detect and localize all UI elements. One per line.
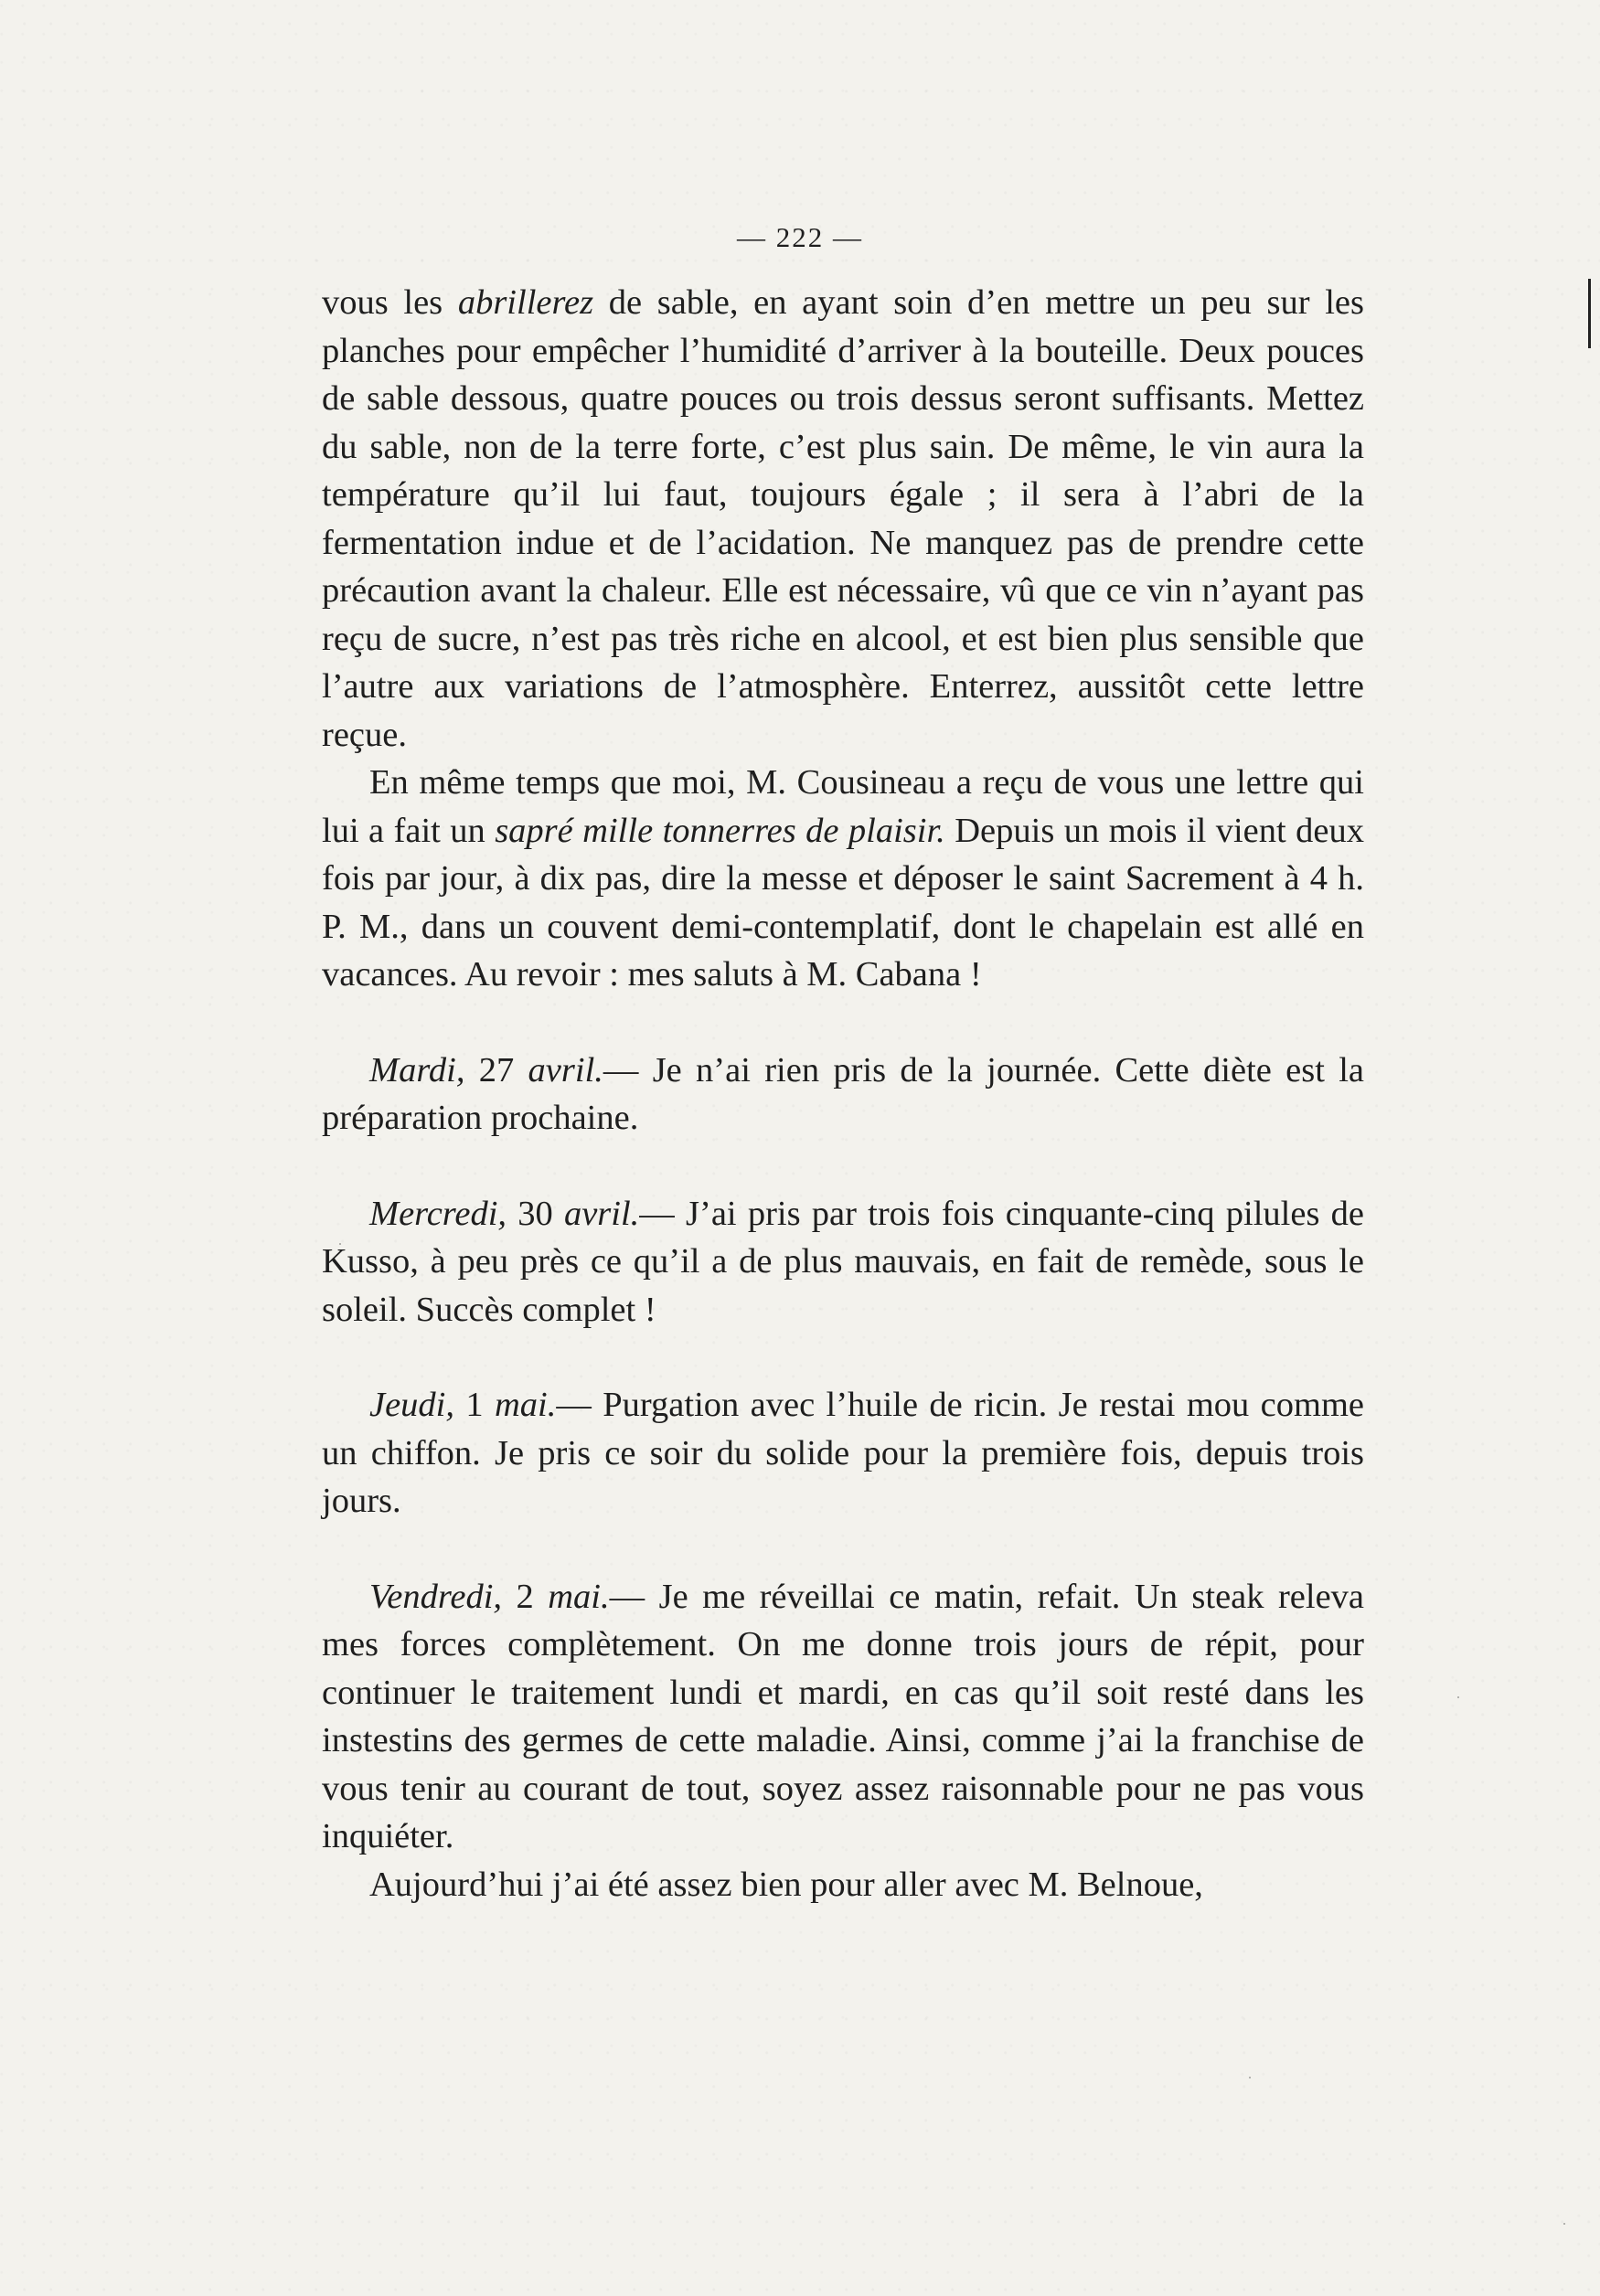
page-number: — 222 — <box>737 221 863 253</box>
entry-day: Vendredi, <box>369 1577 503 1616</box>
scan-edge-mark <box>1588 279 1591 348</box>
text-run: Aujourd’hui j’ai été assez bien pour aller avec M. Belnoue, <box>369 1865 1203 1904</box>
entry-day: Mardi, <box>369 1050 465 1090</box>
entry-text: — J’ai pris par trois fois cinquante-cinq pilules de Kusso, à peu près ce qu’il a de plus mauvais, en fait de remède, sous le soleil. Succès complet ! <box>322 1194 1364 1329</box>
text-run: vous les <box>322 283 458 322</box>
paragraph-belnoue <box>322 1861 1364 1909</box>
entry-month: mai. <box>548 1577 610 1616</box>
scan-speck <box>1563 2223 1565 2225</box>
entry-date-number: 2 <box>502 1577 549 1616</box>
entry-month: mai. <box>495 1386 557 1424</box>
entry-vendredi <box>322 1573 1364 1861</box>
entry-month: avril. <box>528 1050 603 1090</box>
entry-mardi <box>322 1047 1364 1143</box>
scan-speck <box>1457 1696 1459 1698</box>
entry-text: — Je me réveillai ce matin, refait. Un steak releva mes forces complètement. On me donne trois jours de répit, pour continuer le traitement lundi et mardi, en cas qu’il soit resté dans les instestins des germes de cette maladie. Ainsi, comme j’ai la franchise de vous tenir au courant de tout, soyez assez raisonnable pour ne pas vous inquiéter. <box>322 1577 1365 1855</box>
italic-term: abrillerez <box>457 283 594 322</box>
entry-date-number: 27 <box>464 1050 528 1090</box>
text-run: En même temps que moi, M. Cousineau a reçu de vous une lettre qui lui a fait un <box>322 763 1364 850</box>
entry-date-number: 1 <box>454 1386 495 1424</box>
scan-speck <box>1249 2077 1251 2078</box>
italic-phrase: sapré mille tonnerres de plaisir. <box>495 811 945 850</box>
text-run: Depuis un mois il vient deux fois par jour, à dix pas, dire la messe et déposer le saint Sacrement à 4 h. P. M., dans un couvent demi-contemplatif, dont le chapelain est allé en vacances. Au revoir : mes saluts à M. Cabana ! <box>322 811 1364 994</box>
entry-day: Mercredi, <box>369 1194 507 1233</box>
entry-day: Jeudi, <box>369 1386 454 1424</box>
scan-speck <box>339 1243 341 1245</box>
text-run: de sable, en ayant soin d’en mettre un peu sur les planches pour empêcher l’humidité d’arriver à la bouteille. Deux pouces de sable dessous, quatre pouces ou trois dessus seront suffisants. Mettez du sable, non de la terre forte, c’est plus sain. De même, le vin aura la température qu’il lui faut, toujours égale ; il sera à l’abri de la fermentation indue et de l’acidation. Ne manquez pas de prendre cette précaution avant la chaleur. Elle est nécessaire, vû que ce vin n’ayant pas reçu de sucre, n’est pas très riche en alcool, et est bien plus sensible que l’autre aux variations de l’atmosphère. Enterrez, aussitôt cette lettre reçue. <box>322 283 1364 754</box>
entry-text: — Je n’ai rien pris de la journée. Cette diète est la préparation prochaine. <box>322 1050 1364 1137</box>
entry-month: avril. <box>563 1194 640 1233</box>
entry-jeudi <box>322 1381 1364 1525</box>
entry-mercredi <box>322 1190 1364 1334</box>
paragraph-cousineau <box>322 759 1364 999</box>
body-text <box>322 279 1364 1908</box>
entry-text: — Purgation avec l’huile de ricin. Je restai mou comme un chiffon. Je pris ce soir du solide pour la première fois, depuis trois jours. <box>322 1386 1364 1520</box>
paragraph-wine-storage <box>322 279 1364 759</box>
entry-date-number: 30 <box>507 1194 564 1233</box>
